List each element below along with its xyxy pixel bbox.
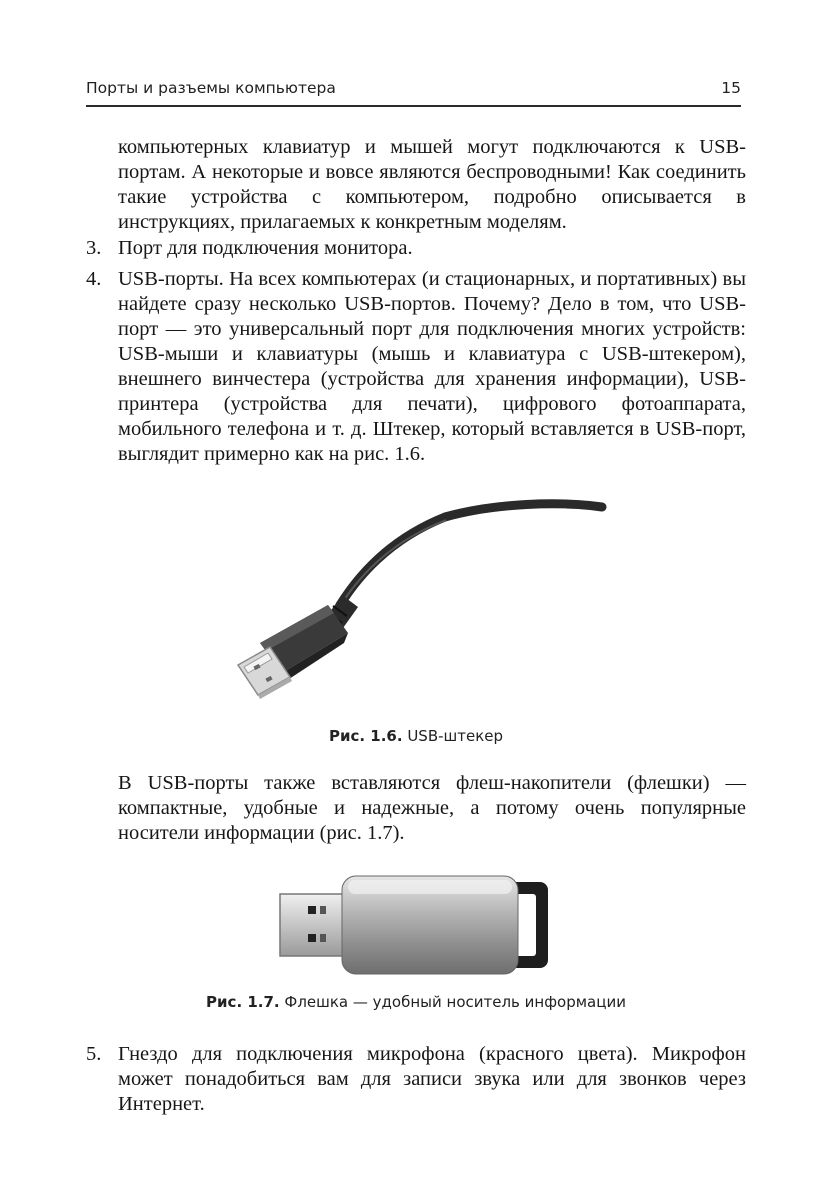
list-item-5 — [86, 1042, 746, 1117]
list-number: 3. — [86, 237, 102, 259]
figure-label: Рис. 1.6. — [328, 727, 403, 745]
list-number: 4. — [86, 268, 102, 290]
figure-caption-text: USB-штекер — [407, 727, 504, 745]
flash-drive-image — [270, 870, 560, 980]
figure-caption-1-7 — [86, 993, 746, 1011]
continuation-paragraph: компьютерных клавиатур и мышей могут подключаются к USB-портам. А некоторые и вовсе являются беспроводными! Как соединить такие устройства с компьютером, подробно описывается в инструкциях, прилагаемых к конкретным моделям. — [118, 136, 746, 233]
list-item-4 — [86, 267, 746, 467]
list-text: Гнездо для подключения микрофона (красного цвета). Микрофон может понадобиться вам для записи звука или для звонков через Интернет. — [118, 1043, 746, 1115]
list-number: 5. — [86, 1043, 102, 1065]
list-text: Порт для подключения монитора. — [118, 237, 413, 259]
flash-drive-paragraph: В USB-порты также вставляются флеш-накопители (флешки) — компактные, удобные и надежные, а потому очень популярные носители информации (рис. 1.7). — [118, 772, 746, 844]
list-item-3 — [86, 236, 746, 261]
figure-caption-1-6 — [86, 727, 746, 745]
running-header — [86, 77, 741, 107]
section-title: Порты и разъемы компьютера — [86, 79, 336, 97]
page-number: 15 — [721, 79, 741, 97]
list-text: USB-порты. На всех компьютерах (и стационарных, и портативных) вы найдете сразу несколько USB-портов. Почему? Дело в том, что USB-порт — это универсальный порт для подключения многих устройств: USB-мыши и клавиатуры (мышь и клавиатура с USB-штекером), внешнего винчестера (устройства для хранения информации), USB-принтера (устройства для печати), цифрового фотоаппарата, мобильного телефона и т. д. Штекер, который вставляется в USB-порт, выглядит примерно как на рис. 1.6. — [118, 268, 746, 465]
figure-label: Рис. 1.7. — [206, 993, 280, 1011]
usb-plug-image — [230, 495, 610, 705]
figure-caption-text: Флешка — удобный носитель информации — [284, 993, 626, 1011]
